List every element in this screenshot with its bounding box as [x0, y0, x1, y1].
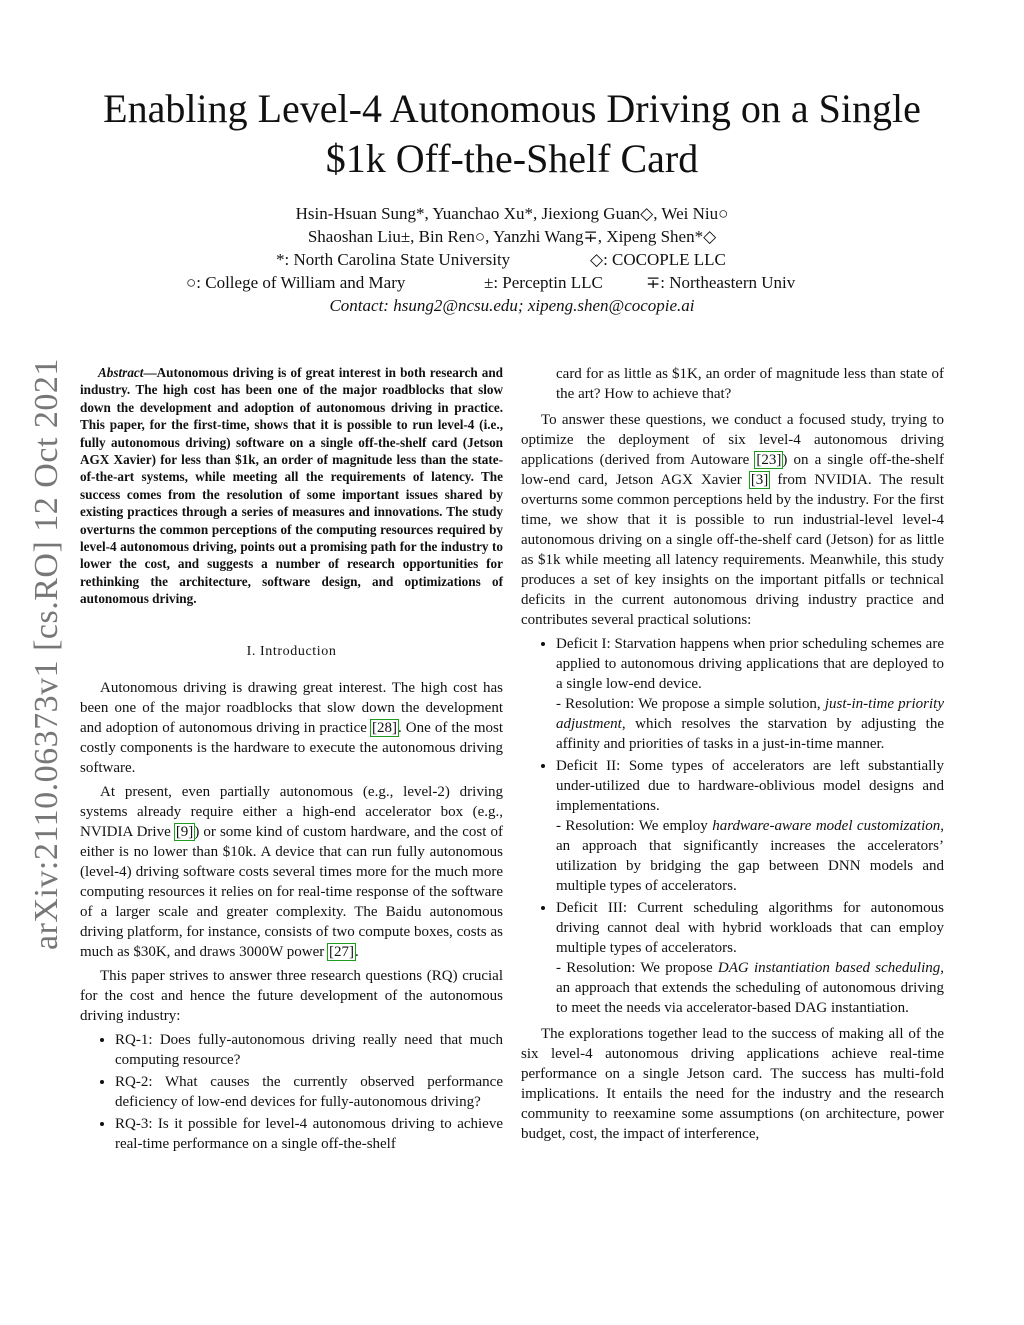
list-item-rq1: • RQ-1: Does fully-autonomous driving really need that much computing resource? [115, 1030, 503, 1070]
abstract-label: Abstract [98, 365, 144, 380]
left-column [80, 364, 503, 1160]
resolution-3: - Resolution: We propose DAG instantiation based scheduling, an approach that extends the scheduling of autonomous driving to meet the needs via accelerator-based DAG instantiation. [556, 960, 945, 1016]
citation-23[interactable]: [23] [756, 452, 782, 468]
citation-27[interactable]: [27] [329, 943, 355, 960]
intro-paragraph-3: This paper strives to answer three research questions (RQ) crucial for the cost and hence the future development of the autonomous driving industry: [80, 967, 503, 1024]
paper-title [60, 84, 964, 184]
contact-line: Contact: hsung2@ncsu.edu; xipeng.shen@cocopie.ai [329, 296, 695, 315]
citation-3[interactable]: [3] [750, 472, 769, 488]
affiliation-cocople: ◇: COCOPLE LLC [590, 250, 726, 269]
right-paragraph-1: To answer these questions, we conduct a focused study, trying to optimize the deployment of six level-4 autonomous driving applications (derived from Autoware [23]) on a single off-the-shelf low-end card, Jetson AGX Xavier [3] from NVIDIA. The result overturns some common perceptions held by the industry. For the first time, we show that it is possible to run industrial-level level-4 autonomous driving on a single off-the-shelf card (Jetson) for as little as $1k while meeting all latency requirements. Meanwhile, this study produces a set of key insights on the important pitfalls or technical deficits in the current autonomous driving industry practice and contributes several practical solutions: [521, 412, 944, 628]
research-question-list [80, 1030, 503, 1154]
right-column [521, 364, 944, 1148]
abstract-text: —Autonomous driving is of great interest in both research and industry. The high cost has been one of the major roadblocks that slow down the development and adoption of autonomous driving in practice. This paper, for the first-time, shows that it is possible to run level-4 (i.e., fully autonomous driving) software on a single off-the-shelf card (Jetson AGX Xavier) for less than $1k, an order of magnitude less than the state-of-the-art systems, while meeting all the requirements of latency. The success comes from the resolution of some important issues shared by existing practices through a series of measures and innovations. The study overturns the common perceptions of the computing resources required by level-4 autonomous driving, points out a promising path for the industry to lower the cost, and suggests a number of research opportunities for rethinking the architecture, software design, and optimizations of autonomous driving. [80, 365, 503, 607]
resolution-1: - Resolution: We propose a simple solution, just-in-time priority adjustment, which resolves the starvation by adjusting the affinity and priorities of tasks in a just-in-time manner. [556, 696, 944, 752]
affiliation-neu: ∓: Northeastern Univ [646, 273, 796, 292]
arxiv-stamp: arXiv:2110.06373v1 [cs.RO] 12 Oct 2021 [28, 358, 65, 950]
list-item-deficit-1: • Deficit I: Starvation happens when prior scheduling schemes are applied to autonomous driving applications that are deployed to a single low-end device. - Resolution: We propose a simple solution, just-in-time priority adjustment, which resolves the starvation by adjusting the affinity and priorities of tasks in a just-in-time manner. [556, 634, 944, 754]
affiliation-perceptin: ±: Perceptin LLC [484, 273, 603, 292]
resolution-2: - Resolution: We employ hardware-aware model customization, an approach that significantly increases the accelerators’ utilization by bridging the gap between DNN models and multiple types of accelerators. [556, 818, 944, 894]
abstract [80, 364, 503, 608]
affiliation-ncsu: *: North Carolina State University [276, 250, 511, 269]
affiliation-wm: ○: College of William and Mary [186, 273, 406, 292]
list-item-rq2: • RQ-2: What causes the currently observed performance deficiency of low-end devices for fully-autonomous driving? [115, 1072, 503, 1112]
intro-paragraph-2: At present, even partially autonomous (e.g., level-2) driving systems already require either a high-end accelerator box (e.g., NVIDIA Drive [9]) or some kind of custom hardware, and the cost of either is no lower than $10k. A device that can run fully autonomous (level-4) driving software costs several times more for the much more computing resources it relies on for real-time response of the software of a larger scale and greater complexity. The Baidu autonomous driving platform, for instance, consists of two compute boxes, costs as much as $30K, and draws 3000W power [27]. [80, 783, 503, 960]
author-block [60, 202, 964, 317]
section-heading-introduction: I. Introduction [246, 643, 337, 659]
affiliation-row-2 [60, 271, 964, 294]
citation-28[interactable]: [28] [371, 719, 397, 736]
title-line-2: $1k Off-the-Shelf Card [325, 136, 699, 181]
affiliation-row-1 [60, 248, 964, 271]
list-item-rq3: • RQ-3: Is it possible for level-4 autonomous driving to achieve real-time performance on a single off-the-shelf [115, 1114, 503, 1154]
right-paragraph-2: The explorations together lead to the success of making all of the six level-4 autonomous driving applications achieve real-time performance on a single Jetson card. The success has multi-fold implications. It entails the need for the industry and the research community to reexamine some assumptions (on architecture, power budget, cost, the impact of interference, [521, 1026, 944, 1142]
intro-paragraph-1: Autonomous driving is drawing great interest. The high cost has been one of the major roadblocks that slow down the development and adoption of autonomous driving in practice [28]. One of the most costly components is the hardware to execute the autonomous driving software. [80, 679, 504, 776]
citation-9[interactable]: [9] [175, 823, 194, 840]
list-item-deficit-2: • Deficit II: Some types of accelerators are left substantially under-utilized due to hardware-oblivious model designs and implementations. - Resolution: We employ hardware-aware model customization, an approach that significantly increases the accelerators’ utilization by bridging the gap between DNN models and multiple types of accelerators. [556, 756, 944, 896]
authors-line-1: Hsin-Hsuan Sung*, Yuanchao Xu*, Jiexiong Guan◇, Wei Niu○ [295, 204, 729, 223]
title-line-1: Enabling Level-4 Autonomous Driving on a Single [103, 86, 921, 131]
list-item-deficit-3: • Deficit III: Current scheduling algorithms for autonomous driving cannot deal with hybrid workloads that can employ multiple types of accelerators. - Resolution: We propose DAG instantiation based scheduling, an approach that extends the scheduling of autonomous driving to meet the needs via accelerator-based DAG instantiation. [556, 898, 944, 1018]
deficit-list [521, 634, 944, 1018]
authors-line-2: Shaoshan Liu±, Bin Ren○, Yanzhi Wang∓, Xipeng Shen*◇ [307, 227, 717, 246]
rq3-continuation: card for as little as $1K, an order of magnitude less than state of the art? How to achieve that? [556, 366, 944, 402]
